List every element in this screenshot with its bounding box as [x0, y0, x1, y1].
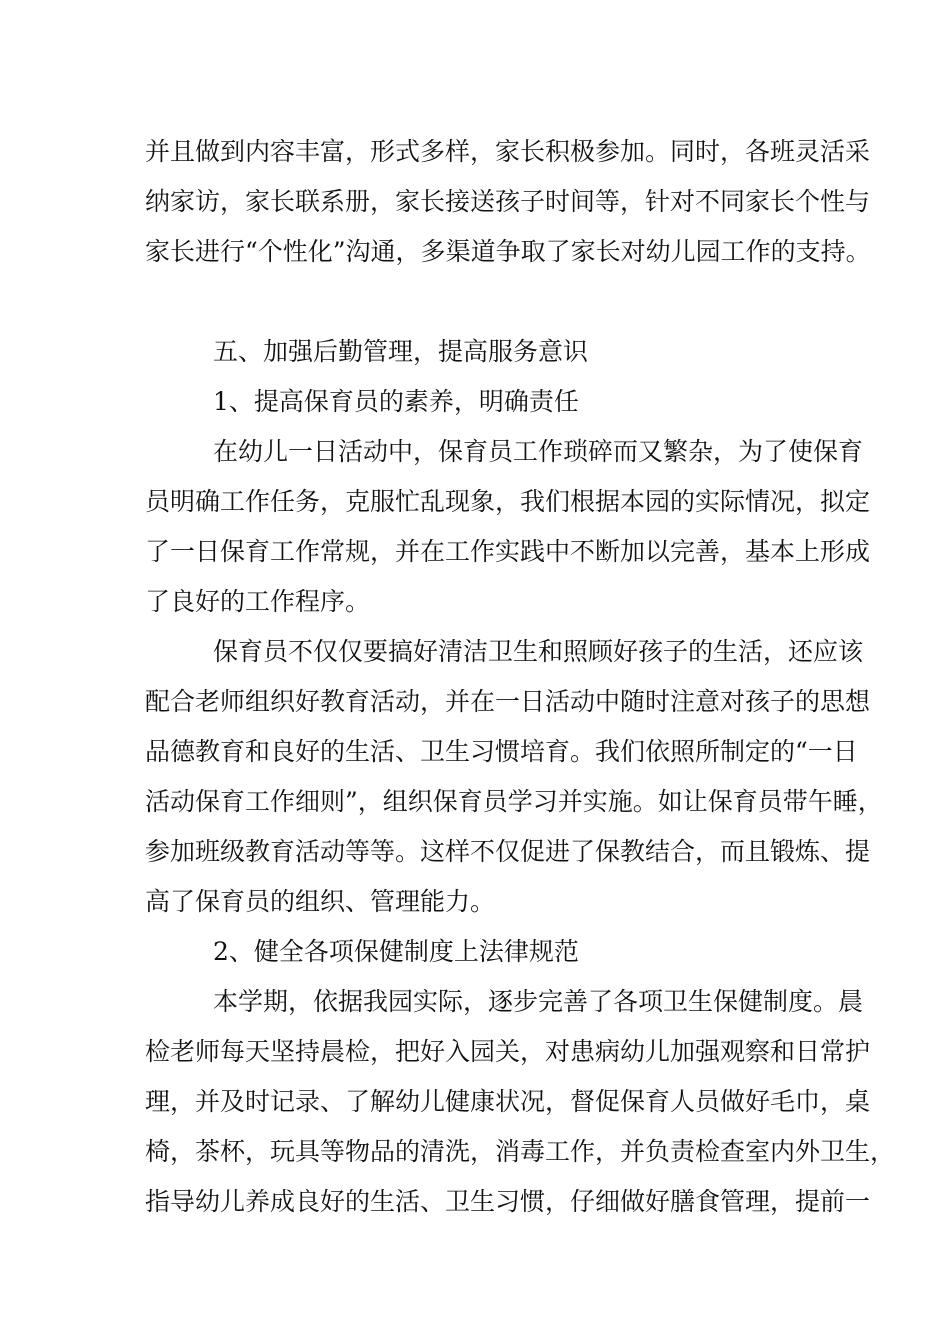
paragraph-line: 参加班级教育活动等等。这样不仅促进了保教结合，而且锻炼、提 [145, 837, 871, 866]
paragraph-line: 了一日保育工作常规，并在工作实践中不断加以完善，基本上形成 [145, 537, 871, 566]
subsection-heading: 1、提高保育员的素养，明确责任 [213, 387, 579, 416]
paragraph-line: 员明确工作任务，克服忙乱现象，我们根据本园的实际情况，拟定 [145, 487, 871, 516]
paragraph-line: 高了保育员的组织、管理能力。 [145, 887, 496, 916]
paragraph-line: 并且做到内容丰富，形式多样，家长积极参加。同时，各班灵活采 [145, 137, 871, 166]
section-heading: 五、加强后勤管理，提高服务意识 [213, 337, 589, 366]
paragraph-line: 了良好的工作程序。 [145, 587, 371, 616]
paragraph-line: 纳家访，家长联系册，家长接送孩子时间等，针对不同家长个性与 [145, 187, 871, 216]
paragraph-line: 椅，茶杯，玩具等物品的清洗，消毒工作，并负责检查室内外卫生， [145, 1137, 896, 1166]
paragraph-line: 活动保育工作细则”，组织保育员学习并实施。如让保育员带午睡， [145, 787, 883, 816]
paragraph-line: 指导幼儿养成良好的生活、卫生习惯，仔细做好膳食管理，提前一 [145, 1187, 871, 1216]
paragraph-line: 保育员不仅仅要搞好清洁卫生和照顾好孩子的生活，还应该 [213, 637, 864, 666]
subsection-heading: 2、健全各项保健制度上法律规范 [213, 937, 579, 966]
paragraph-line: 品德教育和良好的生活、卫生习惯培育。我们依照所制定的“一日 [145, 737, 858, 766]
paragraph-line: 检老师每天坚持晨检，把好入园关，对患病幼儿加强观察和日常护 [145, 1037, 871, 1066]
paragraph-line: 理，并及时记录、了解幼儿健康状况，督促保育人员做好毛巾，桌 [145, 1087, 871, 1116]
paragraph-line: 配合老师组织好教育活动，并在一日活动中随时注意对孩子的思想 [145, 687, 871, 716]
paragraph-line: 家长进行“个性化”沟通，多渠道争取了家长对幼儿园工作的支持。 [145, 237, 871, 266]
paragraph-line: 在幼儿一日活动中，保育员工作琐碎而又繁杂，为了使保育 [213, 437, 864, 466]
paragraph-line: 本学期，依据我园实际，逐步完善了各项卫生保健制度。晨 [213, 987, 864, 1016]
